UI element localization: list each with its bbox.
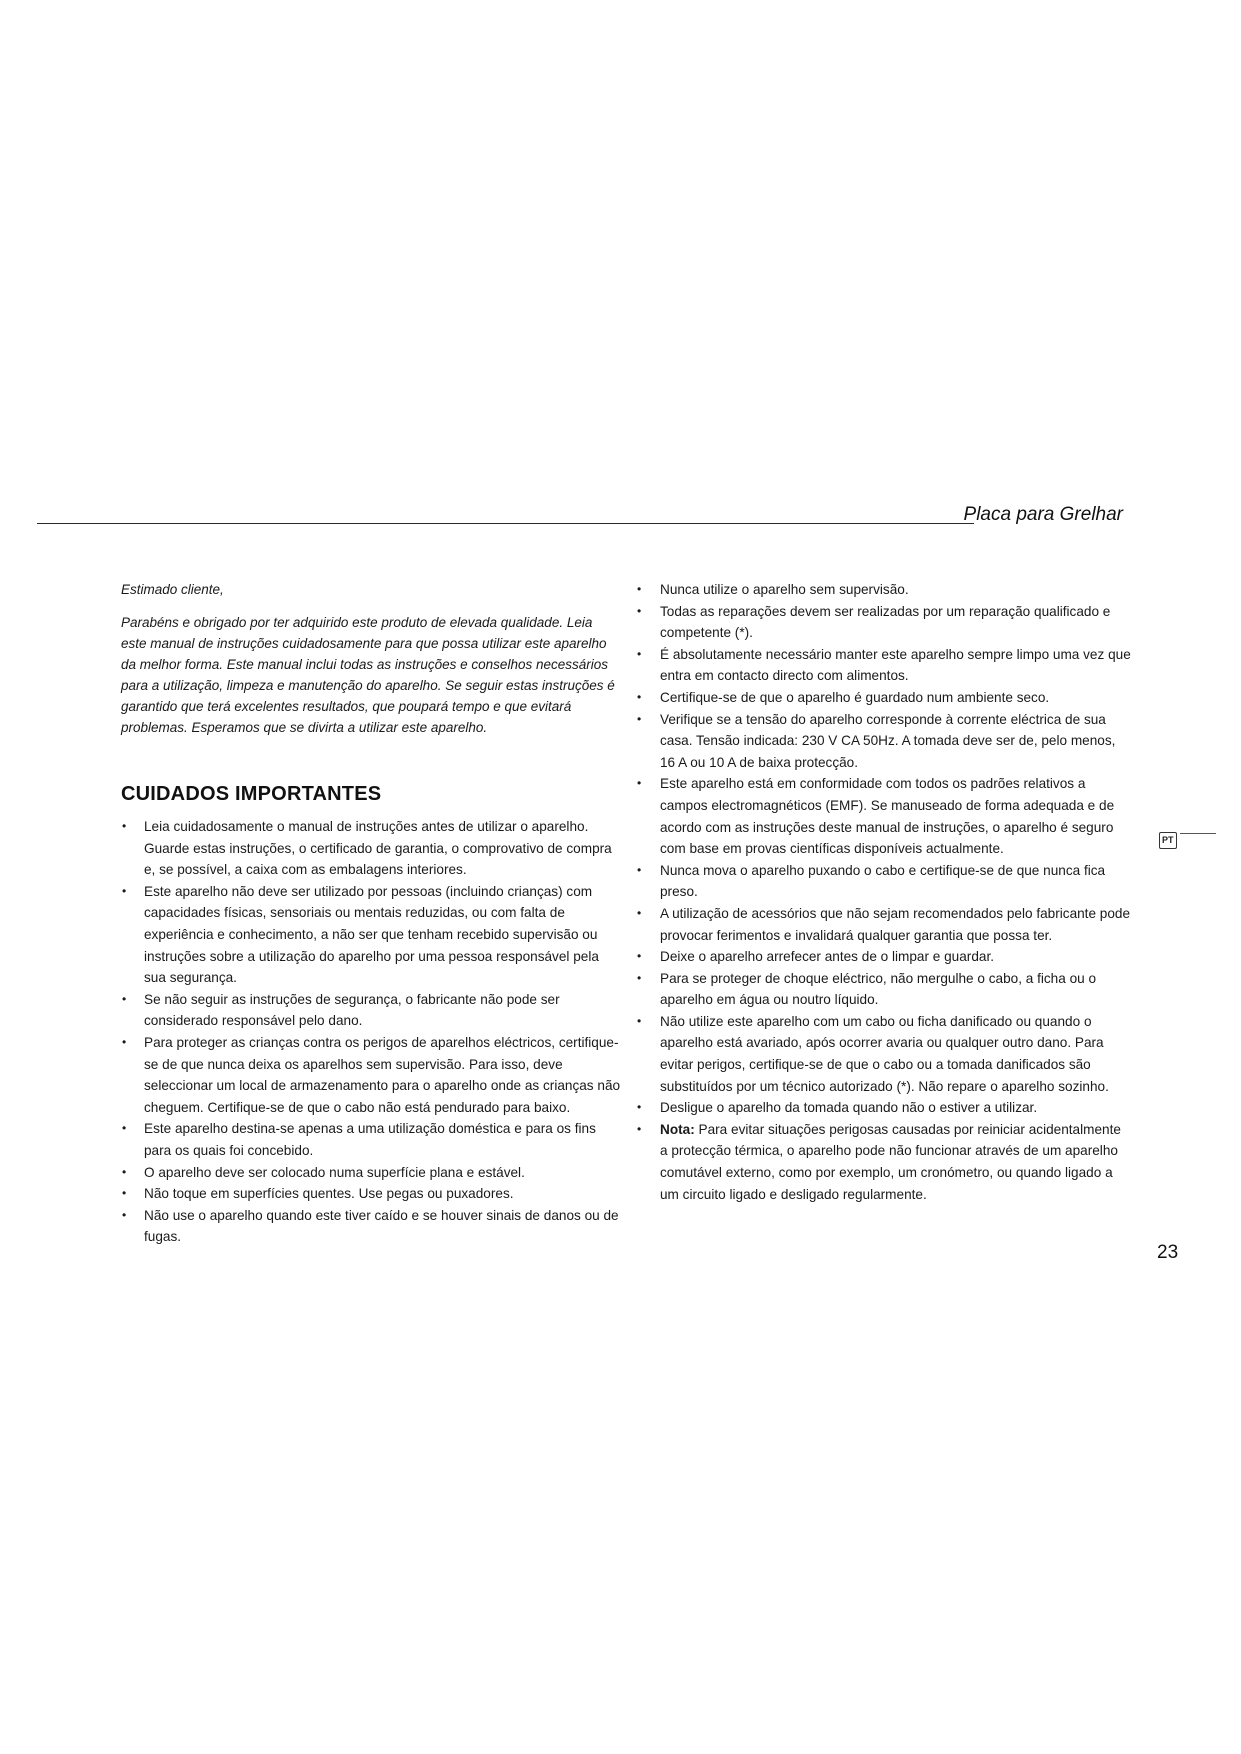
list-item: • Para proteger as crianças contra os perigos de aparelhos eléctricos, certifique-se de que nunca deixa os aparelhos sem supervisão. Para isso, deve seleccionar um local de armazenamento para o aparelho onde as crianças não cheguem. Certifique-se de que o cabo não está pendurado para baixo. [121,1032,621,1118]
list-item: • O aparelho deve ser colocado numa superfície plana e estável. [121,1162,621,1184]
header-rule [37,523,974,524]
list-item: • A utilização de acessórios que não sejam recomendados pelo fabricante pode provocar ferimentos e invalidará qualquer garantia que possa ter. [636,903,1132,946]
section-title: CUIDADOS IMPORTANTES [121,783,382,805]
list-item: • Desligue o aparelho da tomada quando não o estiver a utilizar. [636,1097,1132,1119]
right-column [636,579,1132,1205]
list-item: • Este aparelho está em conformidade com todos os padrões relativos a campos electromagnéticos (EMF). Se manuseado de forma adequada e de acordo com as instruções deste manual de instruções, o aparelho é seguro com base em provas científicas disponíveis actualmente. [636,773,1132,859]
list-item: • Este aparelho destina-se apenas a uma utilização doméstica e para os fins para os quais foi concebido. [121,1118,621,1161]
left-column [121,579,621,1248]
note-item [636,1119,1132,1205]
list-item: • Todas as reparações devem ser realizadas por um reparação qualificado e competente (*). [636,601,1132,644]
list-item: • Para se proteger de choque eléctrico, não mergulhe o cabo, a ficha ou o aparelho em água ou noutro líquido. [636,968,1132,1011]
page-number: 23 [1157,1242,1179,1263]
intro-paragraph: Parabéns e obrigado por ter adquirido este produto de elevada qualidade. Leia este manual de instruções cuidadosamente para que possa utilizar este aparelho da melhor forma. Este manual inclui todas as instruções e conselhos necessários para a utilização, limpeza e manutenção do aparelho. Se seguir estas instruções é garantido que terá excelentes resultados, que poupará tempo e que evitará problemas. Esperamos que se divirta a utilizar este aparelho. [121,615,615,735]
list-item: • É absolutamente necessário manter este aparelho sempre limpo uma vez que entra em contacto directo com alimentos. [636,644,1132,687]
list-item: • Não toque em superfícies quentes. Use pegas ou puxadores. [121,1183,621,1205]
list-item: • Não use o aparelho quando este tiver caído e se houver sinais de danos ou de fugas. [121,1205,621,1248]
document-title: Placa para Grelhar [963,504,1123,525]
note-text: Para evitar situações perigosas causadas por reiniciar acidentalmente a protecção térmica, o aparelho pode não funcionar através de um aparelho comutável externo, como por exemplo, um cronómetro, ou quando ligado a um circuito ligado e desligado regularmente. [660,1121,1121,1202]
safety-list-right [636,579,1132,1205]
note-label: Nota: [660,1121,695,1137]
list-item: • Certifique-se de que o aparelho é guardado num ambiente seco. [636,687,1132,709]
list-item: • Este aparelho não deve ser utilizado por pessoas (incluindo crianças) com capacidades físicas, sensoriais ou mentais reduzidas, ou com falta de experiência e conhecimento, a não ser que tenham recebido supervisão ou instruções sobre a utilização do aparelho por uma pessoa responsável pela sua segurança. [121,881,621,989]
list-item: • Se não seguir as instruções de segurança, o fabricante não pode ser considerado responsável pelo dano. [121,989,621,1032]
list-item: • Verifique se a tensão do aparelho corresponde à corrente eléctrica de sua casa. Tensão indicada: 230 V CA 50Hz. A tomada deve ser de, pelo menos, 16 A ou 10 A de baixa protecção. [636,709,1132,774]
language-tab: PT [1159,832,1177,849]
list-item: • Leia cuidadosamente o manual de instruções antes de utilizar o aparelho. Guarde estas instruções, o certificado de garantia, o comprovativo de compra e, se possível, a caixa com as embalagens interiores. [121,816,621,881]
list-item: • Nunca mova o aparelho puxando o cabo e certifique-se de que nunca fica preso. [636,860,1132,903]
safety-list-left [121,816,621,1248]
list-item: • Não utilize este aparelho com um cabo ou ficha danificado ou quando o aparelho está avariado, após ocorrer avaria ou qualquer outro dano. Para evitar perigos, certifique-se de que o cabo ou a tomada danificados são substituídos por um técnico autorizado (*). Não repare o aparelho sozinho. [636,1011,1132,1097]
language-tab-line [1180,833,1216,834]
greeting: Estimado cliente, [121,582,224,597]
list-item: • Nunca utilize o aparelho sem supervisão. [636,579,1132,601]
list-item: • Deixe o aparelho arrefecer antes de o limpar e guardar. [636,946,1132,968]
